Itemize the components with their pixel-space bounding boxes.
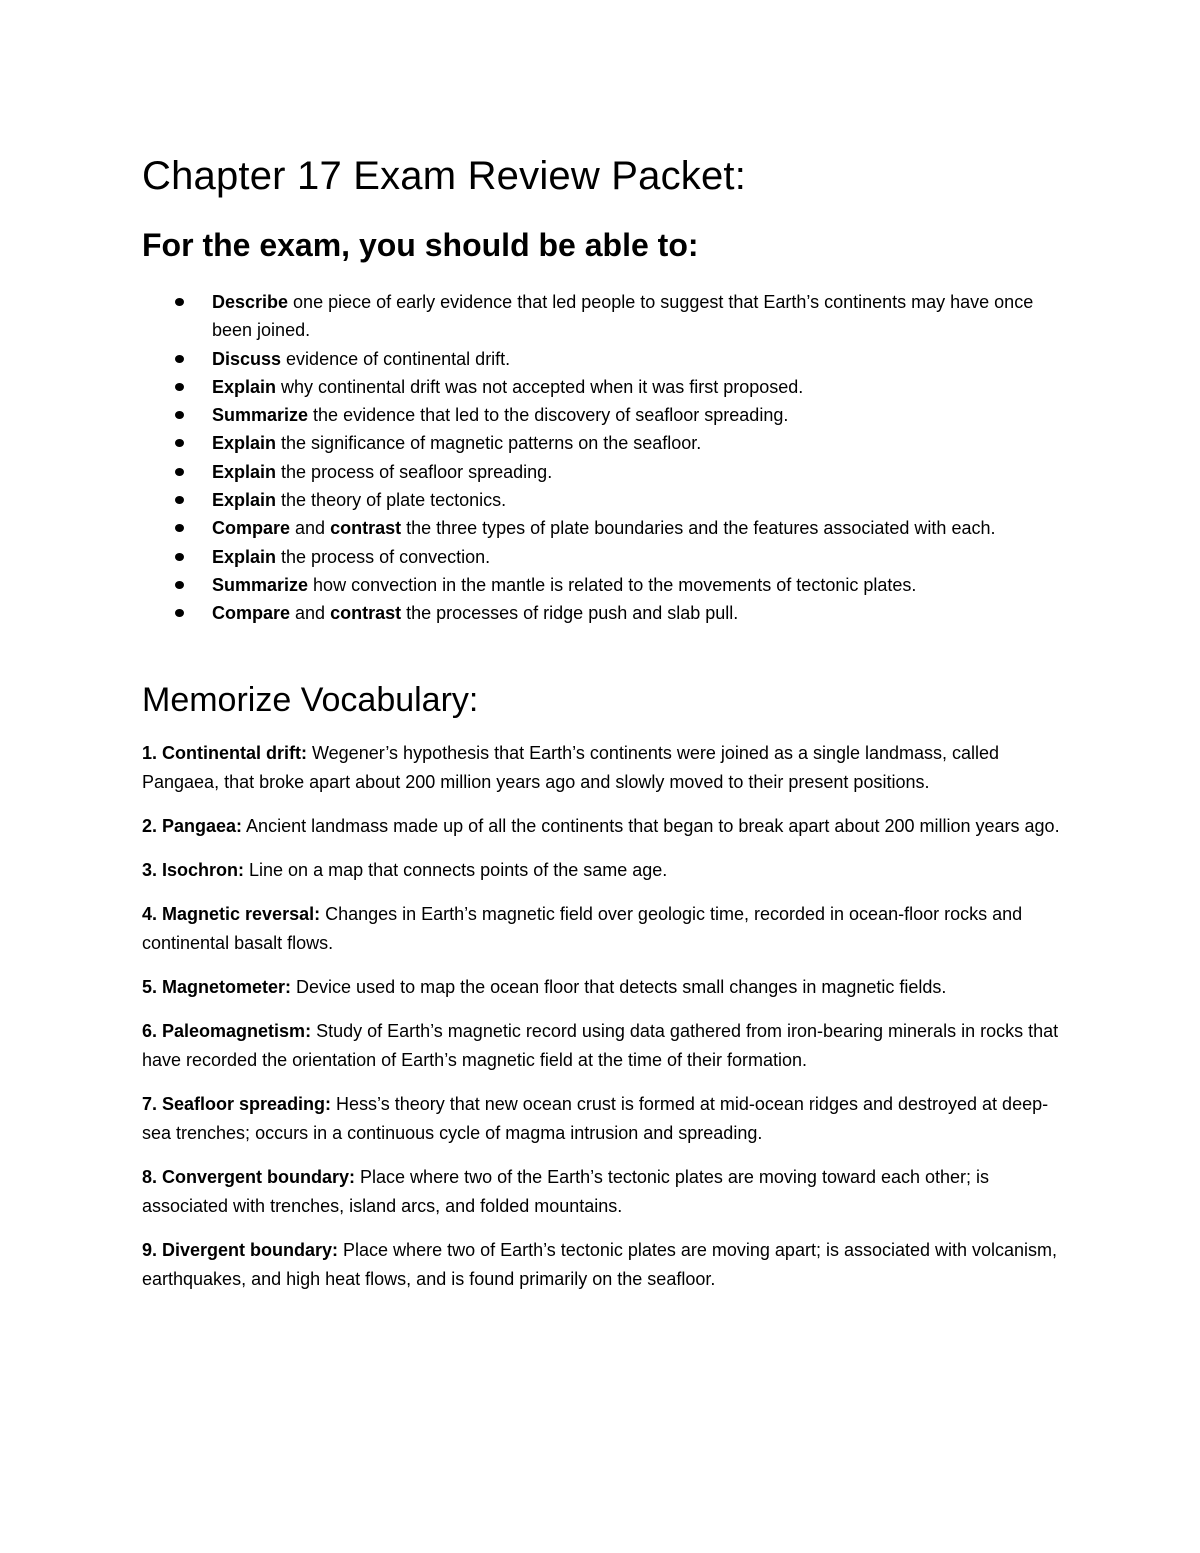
objective-item: Summarize the evidence that led to the discovery of seafloor spreading. bbox=[142, 401, 1072, 429]
vocab-item bbox=[142, 1163, 1072, 1221]
vocab-term: 6. Paleomagnetism: bbox=[142, 1021, 312, 1041]
vocab-term: 9. Divergent boundary: bbox=[142, 1240, 339, 1260]
bullet-icon bbox=[175, 609, 184, 617]
vocab-item bbox=[142, 1236, 1072, 1294]
bullet-icon bbox=[175, 355, 184, 363]
vocab-item bbox=[142, 973, 1072, 1002]
bullet-icon bbox=[175, 524, 184, 532]
vocab-term: 8. Convergent boundary: bbox=[142, 1167, 356, 1187]
bullet-icon bbox=[175, 468, 184, 476]
vocab-definition: Hess’s theory that new ocean crust is formed at mid-ocean ridges and destroyed at deep-sea trenches; occurs in a continuous cycle of magma intrusion and spreading. bbox=[142, 1094, 1049, 1143]
vocab-item bbox=[142, 900, 1072, 958]
vocab-definition: Device used to map the ocean floor that detects small changes in magnetic fields. bbox=[291, 977, 947, 997]
bullet-icon bbox=[175, 439, 184, 447]
vocab-heading: Memorize Vocabulary: bbox=[142, 681, 479, 719]
vocab-item bbox=[142, 739, 1072, 797]
vocab-definition: Place where two of Earth’s tectonic plates are moving apart; is associated with volcanism, earthquakes, and high heat flows, and is found primarily on the seafloor. bbox=[142, 1240, 1058, 1289]
objective-item: Explain why continental drift was not accepted when it was first proposed. bbox=[142, 373, 1072, 401]
objective-item: Explain the process of seafloor spreading. bbox=[142, 458, 1072, 486]
vocab-definition: Line on a map that connects points of the same age. bbox=[244, 860, 668, 880]
vocab-item bbox=[142, 1090, 1072, 1148]
vocab-list bbox=[142, 739, 1072, 1309]
page-title: Chapter 17 Exam Review Packet: bbox=[142, 154, 747, 198]
vocab-term: 3. Isochron: bbox=[142, 860, 245, 880]
bullet-icon bbox=[175, 581, 184, 589]
bullet-icon bbox=[175, 298, 184, 306]
vocab-definition: Place where two of the Earth’s tectonic plates are moving toward each other; is associated with trenches, island arcs, and folded mountains. bbox=[142, 1167, 990, 1216]
vocab-term: 1. Continental drift: bbox=[142, 743, 307, 763]
objective-item: Explain the theory of plate tectonics. bbox=[142, 486, 1072, 514]
objective-item: Discuss evidence of continental drift. bbox=[142, 345, 1072, 373]
vocab-definition: Study of Earth’s magnetic record using data gathered from iron-bearing minerals in rocks that have recorded the orientation of Earth’s magnetic field at the time of their formation. bbox=[142, 1021, 1059, 1070]
objective-item: Explain the significance of magnetic patterns on the seafloor. bbox=[142, 429, 1072, 457]
objective-item: Compare and contrast the processes of ridge push and slab pull. bbox=[142, 599, 1072, 627]
bullet-icon bbox=[175, 411, 184, 419]
bullet-icon bbox=[175, 553, 184, 561]
bullet-icon bbox=[175, 383, 184, 391]
objective-item: Compare and contrast the three types of plate boundaries and the features associated with each. bbox=[142, 514, 1072, 542]
bullet-icon bbox=[175, 496, 184, 504]
vocab-item bbox=[142, 856, 1072, 885]
vocab-definition: Ancient landmass made up of all the continents that began to break apart about 200 million years ago. bbox=[242, 816, 1060, 836]
vocab-term: 5. Magnetometer: bbox=[142, 977, 292, 997]
objectives-heading: For the exam, you should be able to: bbox=[142, 227, 699, 263]
vocab-term: 4. Magnetic reversal: bbox=[142, 904, 321, 924]
vocab-item bbox=[142, 1017, 1072, 1075]
objective-item: Explain the process of convection. bbox=[142, 543, 1072, 571]
objective-item: Summarize how convection in the mantle is related to the movements of tectonic plates. bbox=[142, 571, 1072, 599]
vocab-term: 7. Seafloor spreading: bbox=[142, 1094, 332, 1114]
vocab-item bbox=[142, 812, 1072, 841]
vocab-term: 2. Pangaea: bbox=[142, 816, 243, 836]
objective-item: Describe one piece of early evidence that led people to suggest that Earth’s continents may have once been joined. bbox=[142, 288, 1072, 345]
objectives-list bbox=[142, 288, 1072, 628]
vocab-definition: Changes in Earth’s magnetic field over geologic time, recorded in ocean-floor rocks and continental basalt flows. bbox=[142, 904, 1023, 953]
vocab-definition: Wegener’s hypothesis that Earth’s continents were joined as a single landmass, called Pangaea, that broke apart about 200 million years ago and slowly moved to their present positions. bbox=[142, 743, 1000, 792]
